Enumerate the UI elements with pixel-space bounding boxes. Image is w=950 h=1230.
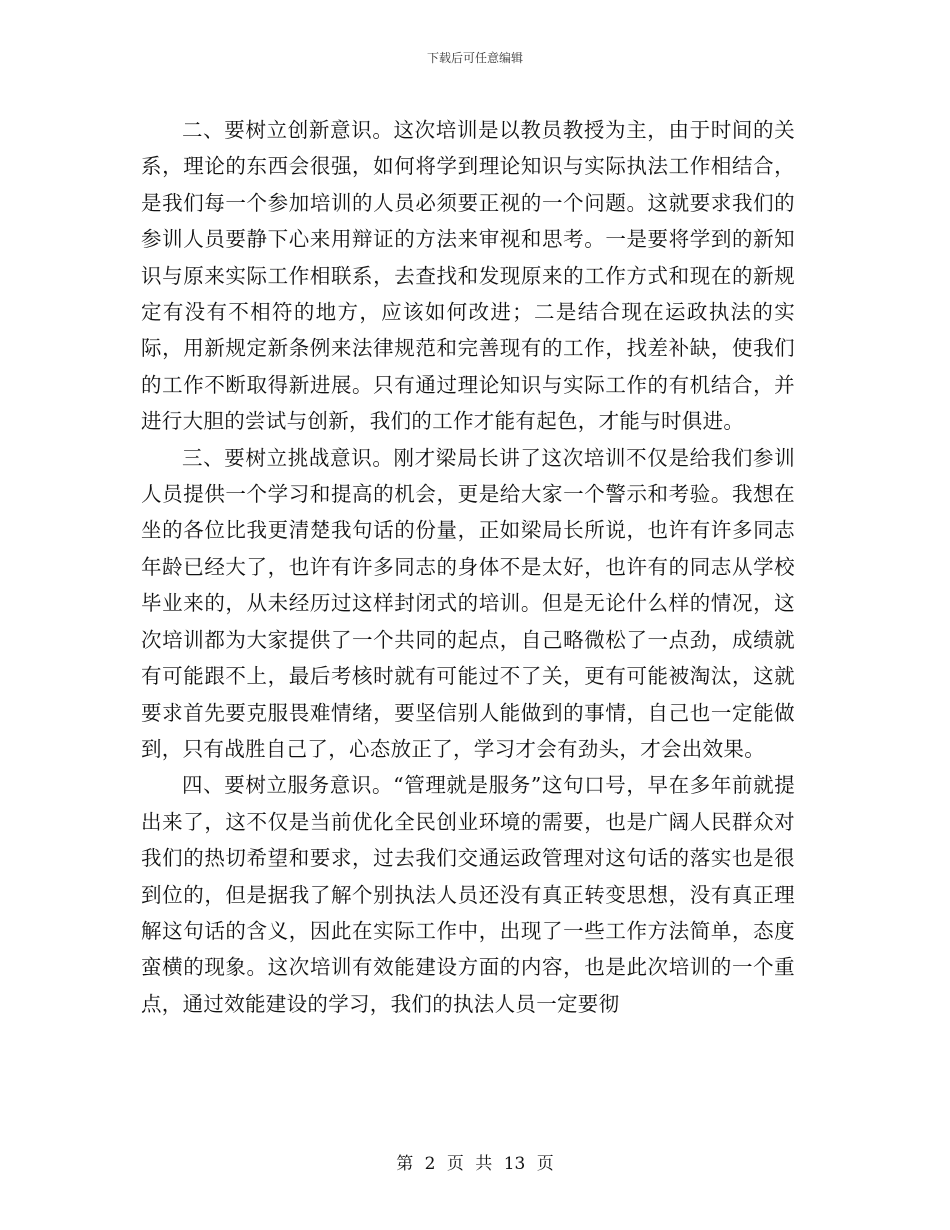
paragraph-challenge: 三、要树立挑战意识。刚才梁局长讲了这次培训不仅是给我们参训人员提供一个学习和提高的机会，更是给大家一个警示和考验。我想在坐的各位比我更清楚我句话的份量，正如梁局长所说，也许有许多同志年龄已经大了，也许有许多同志的身体不是太好，也许有的同志从学校毕业来的，从未经历过这样封闭式的培训。但是无论什么样的情况，这次培训都为大家提供了一个共同的起点，自己略微松了一点劲，成绩就有可能跟不上，最后考核时就有可能过不了关，更有可能被淘汰，这就要求首先要克服畏难情绪，要坚信别人能做到的事情，自己也一定能做到，只有战胜自己了，心态放正了，学习才会有劲头，才会出效果。 xyxy=(141,445,795,761)
page-number-footer: 第 2 页 共 13 页 xyxy=(396,1154,554,1174)
page-header: 下载后可任意编辑 xyxy=(426,51,523,65)
document-body xyxy=(141,112,795,1022)
paragraph-service: 四、要树立服务意识。“管理就是服务”这句口号，早在多年前就提出来了，这不仅是当前优化全民创业环境的需要，也是广阔人民群众对我们的热切希望和要求，过去我们交通运政管理对这句话的落实也是很到位的，但是据我了解个别执法人员还没有真正转变思想，没有真正理解这句话的含义，因此在实际工作中，出现了一些工作方法简单，态度蛮横的现象。这次培训有效能建设方面的内容，也是此次培训的一个重点，通过效能建设的学习，我们的执法人员一定要彻 xyxy=(141,773,795,1016)
paragraph-innovation: 二、要树立创新意识。这次培训是以教员教授为主，由于时间的关系，理论的东西会很强，如何将学到理论知识与实际执法工作相结合，是我们每一个参加培训的人员必须要正视的一个问题。这就要求我们的参训人员要静下心来用辩证的方法来审视和思考。一是要将学到的新知识与原来实际工作相联系，去查找和发现原来的工作方式和现在的新规定有没有不相符的地方，应该如何改进；二是结合现在运政执法的实际，用新规定新条例来法律规范和完善现有的工作，找差补缺，使我们的工作不断取得新进展。只有通过理论知识与实际工作的有机结合，并进行大胆的尝试与创新，我们的工作才能有起色，才能与时俱进。 xyxy=(141,118,795,434)
